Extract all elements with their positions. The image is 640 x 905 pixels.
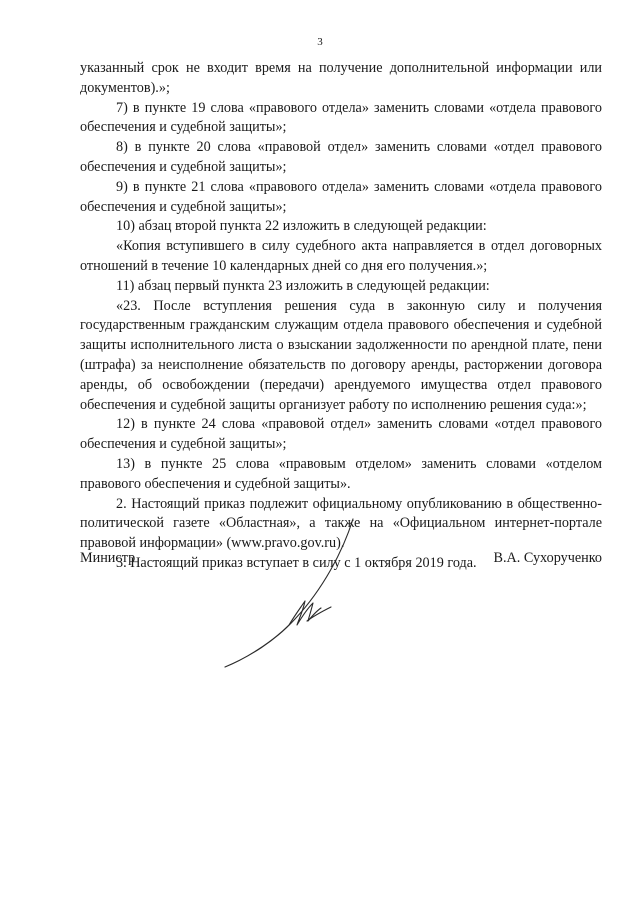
paragraph-item-10: 10) абзац второй пункта 22 изложить в следующей редакции: [116,218,487,235]
paragraph-item-9: 9) в пункте 21 слова «правового отдела» заменить словами «отдела правового обеспечения и судебной защиты»; [80,178,602,215]
page-number: 3 [317,36,323,48]
signatory-name: В.А. Сухорученко [493,550,602,566]
paragraph-item-11: 11) абзац первый пункта 23 изложить в следующей редакции: [116,277,490,294]
paragraph-item-8: 8) в пункте 20 слова «правовой отдел» заменить словами «отдел правового обеспечения и судебной защиты»; [80,139,602,175]
paragraph-quote-23: «23. После вступления решения суда в законную силу и получения государственным гражданским служащим отдела правового обеспечения и судебной защиты исполнительного листа о взыскании задолженности по арендной плате, пени (штрафа) за неисполнение обязательств по договору аренды, расторжении договора аренды, об освобождении (передачи) арендуемого имущества отдел правового обеспечения и судебной защиты организует работу по исполнению решения суда:»; [80,297,602,413]
paragraph-clause-2: 2. Настоящий приказ подлежит официальному опубликованию в общественно-политической газете «Областная», а также на «Официальном интернет-портале правовой информации» (www.pravo.gov.ru). [80,495,602,552]
paragraph-continuation: указанный срок не входит время на получение дополнительной информации или документов).»; [80,60,602,96]
paragraph-clause-3: 3. Настоящий приказ вступает в силу с 1 октября 2019 года. [116,554,477,571]
paragraph-item-13: 13) в пункте 25 слова «правовым отделом» заменить словами «отделом правового обеспечения и судебной защиты». [80,455,602,492]
handwritten-signature-icon [215,515,365,675]
document-body [80,59,602,574]
paragraph-item-7: 7) в пункте 19 слова «правового отдела» заменить словами «отдела правового обеспечения и судебной защиты»; [80,99,602,136]
signatory-title: Министр [80,550,136,566]
paragraph-quote-22: «Копия вступившего в силу судебного акта направляется в отдел договорных отношений в течение 10 календарных дней со дня его получения.»; [80,238,602,274]
paragraph-item-12: 12) в пункте 24 слова «правовой отдел» заменить словами «отдел правового обеспечения и судебной защиты»; [80,416,602,453]
